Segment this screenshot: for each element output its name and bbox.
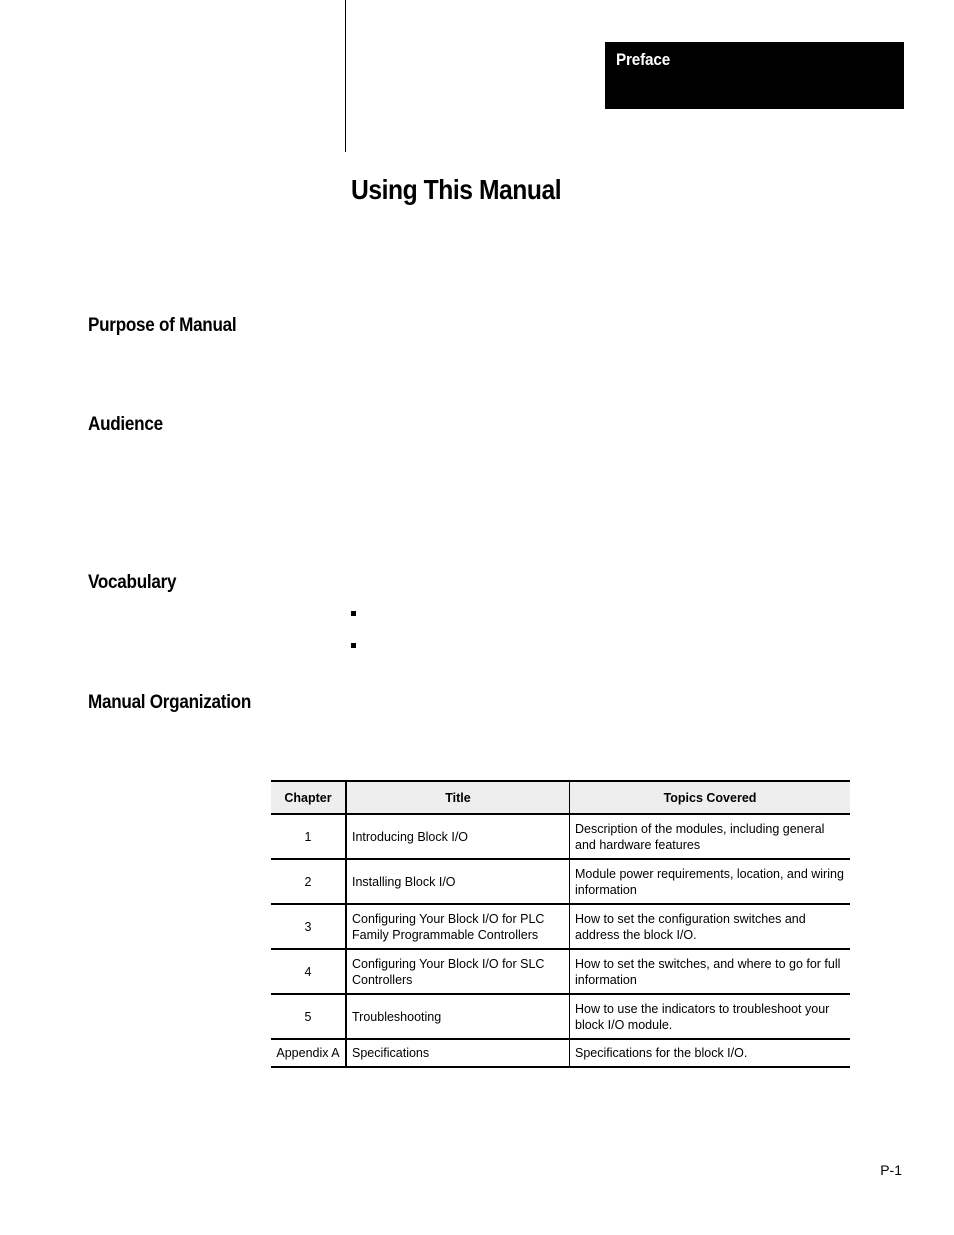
chapter-cell: Appendix A — [271, 1039, 346, 1067]
table-row — [271, 859, 850, 904]
title-cell: Introducing Block I/O — [346, 814, 570, 859]
topics-cell: How to use the indicators to troubleshoot your block I/O module. — [570, 994, 851, 1039]
topics-cell: Specifications for the block I/O. — [575, 1046, 748, 1060]
chapter-cell: 1 — [271, 814, 346, 859]
table-row — [271, 994, 850, 1039]
heading-purpose-of-manual: Purpose of Manual — [88, 315, 237, 336]
table-header-row — [271, 781, 850, 814]
chapter-cell: 2 — [271, 859, 346, 904]
title-cell: Troubleshooting — [346, 994, 570, 1039]
table-row — [271, 949, 850, 994]
manual-organization-table — [271, 780, 850, 1068]
header-vertical-rule — [345, 0, 346, 152]
page-number: P-1 — [880, 1162, 902, 1178]
chapter-cell: 3 — [271, 904, 346, 949]
vocabulary-bullet-2 — [351, 643, 356, 648]
preface-label: Preface — [616, 50, 671, 69]
topics-cell: Module power requirements, location, and wiring information — [570, 859, 851, 904]
topics-cell: Description of the modules, including general and hardware features — [570, 814, 851, 859]
table-row — [271, 904, 850, 949]
page-title: Using This Manual — [351, 174, 562, 205]
title-cell: Configuring Your Block I/O for PLC Family Programmable Controllers — [346, 904, 570, 949]
column-header-chapter: Chapter — [271, 781, 346, 814]
column-header-title: Title — [346, 781, 570, 814]
table-row — [271, 814, 850, 859]
heading-audience: Audience — [88, 414, 163, 435]
title-cell: Configuring Your Block I/O for SLC Controllers — [346, 949, 570, 994]
heading-manual-organization: Manual Organization — [88, 692, 252, 713]
topics-cell: How to set the configuration switches and address the block I/O. — [570, 904, 851, 949]
table-row — [271, 1039, 850, 1067]
title-cell: Installing Block I/O — [346, 859, 570, 904]
heading-vocabulary: Vocabulary — [88, 572, 177, 593]
chapter-cell: 5 — [271, 994, 346, 1039]
vocabulary-bullet-1 — [351, 611, 356, 616]
preface-tab — [605, 42, 904, 109]
column-header-topics: Topics Covered — [570, 781, 851, 814]
chapter-cell: 4 — [271, 949, 346, 994]
topics-cell: How to set the switches, and where to go for full information — [570, 949, 851, 994]
title-cell: Specifications — [346, 1039, 570, 1067]
